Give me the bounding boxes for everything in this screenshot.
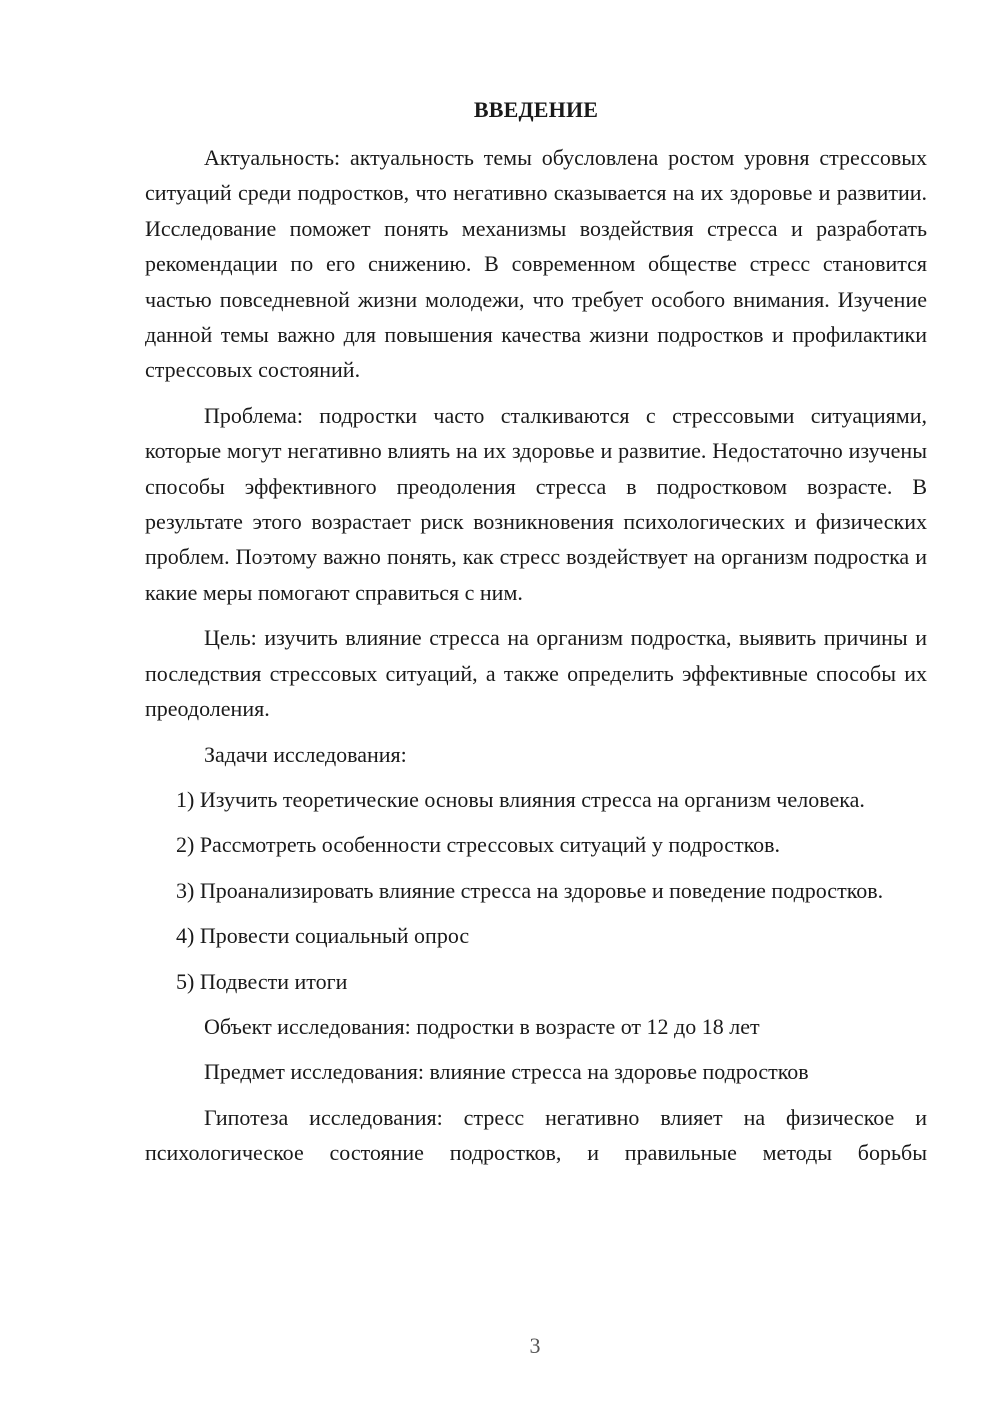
task-item: 5) Подвести итоги: [176, 968, 348, 994]
page-number: 3: [529, 1333, 541, 1358]
subject-paragraph: Предмет исследования: влияние стресса на здоровье подростков: [204, 1059, 809, 1085]
problem-paragraph: Проблема: подростки часто сталкиваются с стрессовыми ситуациями, которые могут негативно влиять на их здоровье и развитие. Недостаточно изучены способы эффективного преодоления стресса в подростковом возрасте. В результате этого возрастает риск возникновения психологических и физических проблем. Поэтому важно понять, как стресс воздействует на организм подростка и какие меры помогают справиться с ним.: [145, 402, 927, 605]
tasks-title: Задачи исследования:: [204, 741, 407, 767]
hypothesis-paragraph: Гипотеза исследования: стресс негативно влияет на физическое и психологическое состояние подростков, и правильные методы борьбы: [145, 1104, 927, 1166]
goal-paragraph: Цель: изучить влияние стресса на организм подростка, выявить причины и последствия стрессовых ситуаций, а также определить эффективные способы их преодоления.: [145, 625, 927, 722]
object-paragraph: Объект исследования: подростки в возрасте от 12 до 18 лет: [204, 1013, 760, 1039]
task-item: 1) Изучить теоретические основы влияния стресса на организм человека.: [176, 786, 865, 812]
task-item: 2) Рассмотреть особенности стрессовых ситуаций у подростков.: [176, 832, 781, 858]
relevance-paragraph: Актуальность: актуальность темы обусловлена ростом уровня стрессовых ситуаций среди подростков, что негативно сказывается на их здоровье и развитии. Исследование поможет понять механизмы воздействия стресса и разработать рекомендации по его снижению. В современном обществе стресс становится частью повседневной жизни молодежи, что требует особого внимания. Изучение данной темы важно для повышения качества жизни подростков и профилактики стрессовых состояний.: [145, 145, 927, 383]
document-page: [145, 92, 927, 1181]
task-item: 4) Провести социальный опрос: [176, 923, 470, 949]
section-heading: ВВЕДЕНИЕ: [473, 97, 599, 122]
task-item: 3) Проанализировать влияние стресса на здоровье и поведение подростков.: [176, 877, 884, 903]
